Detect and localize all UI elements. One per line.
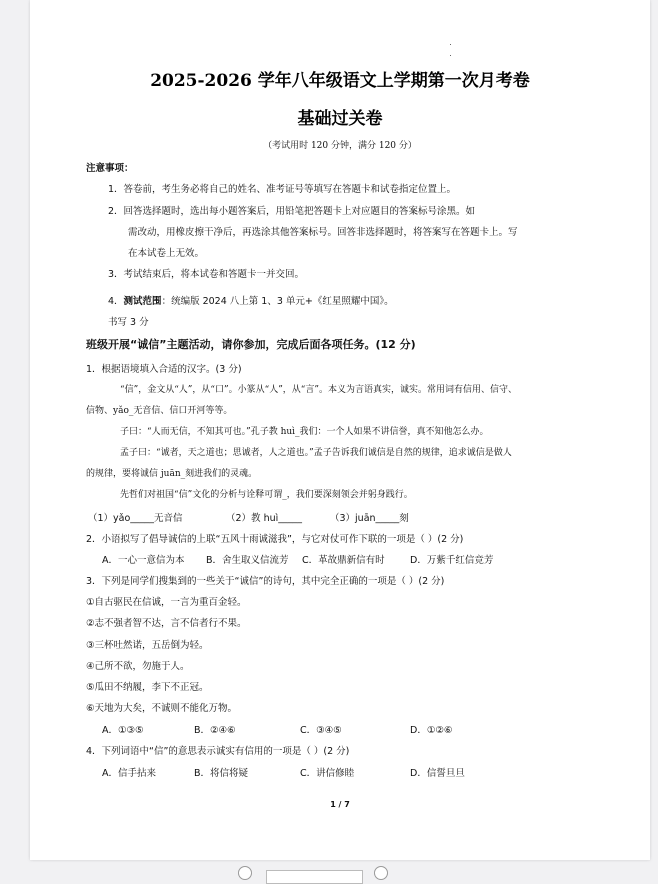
writing-score: 书写 3 分 [108,317,149,328]
notes-heading: 注意事项： [86,163,134,174]
q3-item: ④己所不欲，勿施于人。 [86,661,190,672]
q4-stem: 4．下列词语中“信”的意思表示诚实有信用的一项是（ ）(2 分) [86,746,350,757]
test-scope [108,293,394,307]
q4-option-d: D．信誓旦旦 [410,768,465,779]
q4-option-c: C．讲信修睦 [300,768,355,779]
q4-option-b: B．将信将疑 [194,768,249,779]
q3-item: ⑥天地为大矣，不诚则不能化万物。 [86,703,238,714]
page-number-input[interactable] [266,870,363,884]
scope-text: ：统编版 2024 八上第 1、3 单元+《红星照耀中国》。 [161,296,394,307]
q1-passage: 的规律，要将诚信 juān_刻进我们的灵魂。 [86,469,258,479]
q3-item: ③三杯吐然诺，五岳倒为轻。 [86,640,209,651]
previous-page-button[interactable] [238,866,252,880]
q1-passage: 先哲们对祖国“信”文化的分析与诠释可谓_，我们要深刻领会并躬身践行。 [120,490,413,500]
note-item: 3．考试结束后，将本试卷和答题卡一并交回。 [108,269,305,280]
q3-item: ②志不强者智不达，言不信者行不果。 [86,618,247,629]
note-item: 1．答卷前，考生务必将自己的姓名、准考证号等填写在答题卡和试卷指定位置上。 [108,184,457,195]
q1-passage: 孟子曰：“诚者，天之道也；思诚者，人之道也。”孟子告诉我们诚信是自然的规律，追求诚信是做人 [120,448,512,458]
exam-subtitle: 基础过关卷 [297,109,383,129]
q1-blank-1: （1）yǎo_____无音信 [88,513,183,524]
q1-passage: “信”，金文从“人”，从“口”。小篆从“人”，从“言”。本义为言语真实，诚实。常用词有信用、信守、 [120,385,518,395]
q2-option-a: A．一心一意信为本 [102,555,185,566]
q2-option-b: B．舍生取义信流芳 [206,555,289,566]
scope-prefix: 4． [108,296,124,307]
section-heading: 班级开展“诚信”主题活动，请你参加，完成后面各项任务。(12 分) [86,338,416,351]
q2-option-c: C．革故鼎新信有时 [302,555,385,566]
q1-stem: 1．根据语境填入合适的汉字。(3 分) [86,364,242,375]
exam-info: （考试用时 120 分钟，满分 120 分） [263,141,417,151]
q3-option-b: B．②④⑥ [194,725,236,736]
q2-option-d: D．万紫千红信竞芳 [410,555,494,566]
document-page [30,0,650,860]
q1-passage: 子曰：“人而无信，不知其可也。”孔子教 huì_我们：一个人如果不讲信誉，真不知他怎么办。 [120,427,489,437]
page-number: 1 / 7 [330,800,350,809]
q2-stem: 2．小语拟写了倡导诚信的上联“五风十雨诚滋我”，与它对仗可作下联的一项是（ ）(2 分) [86,534,464,545]
note-item: 需改动，用橡皮擦干净后，再选涂其他答案标号。回答非选择题时，将答案写在答题卡上。写 [128,227,518,238]
scope-label: 测试范围 [123,296,162,307]
q3-item: ⑤瓜田不纳履，李下不正冠。 [86,682,209,693]
q1-blank-2: （2）教 huì_____ [226,513,302,524]
q3-stem: 3．下列是同学们搜集到的一些关于“诚信”的诗句，其中完全正确的一项是（ ）(2 分) [86,576,445,587]
exam-title: 2025-2026 学年八年级语文上学期第一次月考卷 [150,71,530,91]
q3-item: ①自古驱民在信诚，一言为重百金轻。 [86,597,247,608]
q1-blank-3: （3）juān_____刻 [330,513,409,524]
mark-dot [450,44,451,45]
note-item: 2．回答选择题时，选出每小题答案后，用铅笔把答题卡上对应题目的答案标号涂黑。如 [108,206,476,217]
q3-option-c: C．③④⑤ [300,725,342,736]
next-page-button[interactable] [374,866,388,880]
q4-option-a: A．信手拈来 [102,768,156,779]
q3-option-a: A．①③⑤ [102,725,144,736]
note-item: 在本试卷上无效。 [128,248,205,259]
q1-passage: 信物、yǎo_无音信、信口开河等等。 [86,406,233,416]
mark-dot [450,55,451,56]
q3-option-d: D．①②⑥ [410,725,453,736]
